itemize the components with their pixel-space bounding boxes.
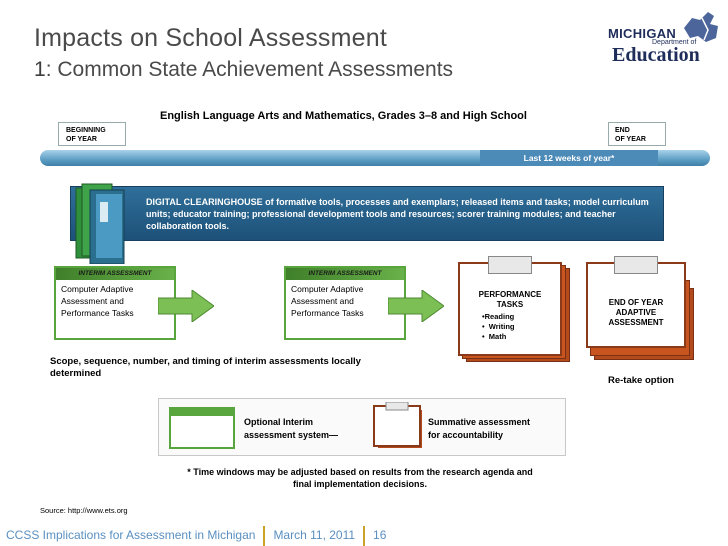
books-icon [72,182,142,264]
optional-interim-legend-icon [168,402,238,452]
logo-michigan-text: MICHIGAN [608,26,677,41]
legend-optional-line1: Optional Interim [244,417,314,427]
interim1-line2: Assessment and [61,296,124,306]
list-item: • Writing [482,322,515,331]
interim2-line1: Computer Adaptive [291,284,364,294]
footnote-line1: * Time windows may be adjusted based on results from the research agenda and [187,467,533,477]
arrow-right-icon [158,290,214,322]
scope-note [50,356,361,380]
interim-body-2 [286,280,404,319]
adaptive-line1: END OF YEAR [608,298,664,307]
performance-title-line1: PERFORMANCE [478,290,542,299]
legend-optional-line2: assessment system— [244,430,339,440]
list-item: •Reading [482,312,515,321]
end-of-year-adaptive-text [588,298,684,328]
diagram-heading: English Language Arts and Mathematics, Grades 3–8 and High School [160,110,527,122]
beginning-line1: BEGINNING [66,127,106,134]
interim1-line3: Performance Tasks [61,308,134,318]
footnote-line2: final implementation decisions. [292,479,428,489]
perf-item-math: Math [488,332,507,341]
slide-footer [6,526,386,546]
end-line1: END [615,127,630,134]
interim1-line1: Computer Adaptive [61,284,134,294]
interim-header-2: INTERIM ASSESSMENT [286,268,404,280]
performance-tasks-stack [458,262,570,362]
scope-line1: Scope, sequence, number, and timing of interim assessments locally [50,356,361,367]
footer-date: March 11, 2011 [273,528,356,543]
arrow-right-icon [388,290,444,322]
interim2-line3: Performance Tasks [291,308,364,318]
clipboard-clip-icon [488,256,532,274]
retake-option-label: Re-take option [608,375,674,386]
interim-body-1 [56,280,174,319]
legend-summative-text [428,416,530,442]
interim-header-1: INTERIM ASSESSMENT [56,268,174,280]
beginning-line2: OF YEAR [66,136,97,143]
perf-item-writing: Writing [488,322,515,331]
end-line2: OF YEAR [615,136,646,143]
footnote [150,466,570,490]
digital-clearinghouse-text: DIGITAL CLEARINGHOUSE of formative tools, processes and exemplars; released items and tasks; model curriculum units; educator training; professional development tools and resources; scorer training modules; and teacher collaboration tools. [146,197,649,231]
legend-summative-line2: for accountability [428,430,504,440]
clipboard-clip-icon [614,256,658,274]
end-of-year-label [608,122,666,146]
legend-summative-line1: Summative assessment [428,417,531,427]
footer-title: CCSS Implications for Assessment in Michigan [6,528,256,543]
list-item: • Math [482,332,507,341]
footer-page-number: 16 [373,528,387,543]
last-12-weeks-label: Last 12 weeks of year* [480,150,658,166]
slide-title: Impacts on School Assessment [34,24,387,52]
subtitle-text: : Common State Achievement Assessments [45,58,454,81]
scope-line2: determined [50,368,102,379]
footer-divider [263,526,265,546]
performance-tasks-list [482,312,515,342]
summative-legend-icon [370,402,426,452]
michigan-education-logo [608,8,722,64]
footer-divider [363,526,365,546]
adaptive-line3: ASSESSMENT [608,318,664,327]
adaptive-line2: ADAPTIVE [615,308,657,317]
logo-department-text: Department of [652,39,697,46]
slide-subtitle [34,58,453,82]
end-of-year-adaptive-stack [586,262,696,362]
logo-education-text: Education [612,44,700,66]
performance-title-line2: TASKS [496,300,524,309]
subtitle-number: 1 [34,58,46,81]
interim2-line2: Assessment and [291,296,354,306]
legend-optional-text [244,416,338,442]
performance-tasks-title [462,290,558,310]
source-note: Source: http://www.ets.org [40,506,128,515]
beginning-of-year-label [58,122,126,146]
perf-item-reading: Reading [484,312,515,321]
